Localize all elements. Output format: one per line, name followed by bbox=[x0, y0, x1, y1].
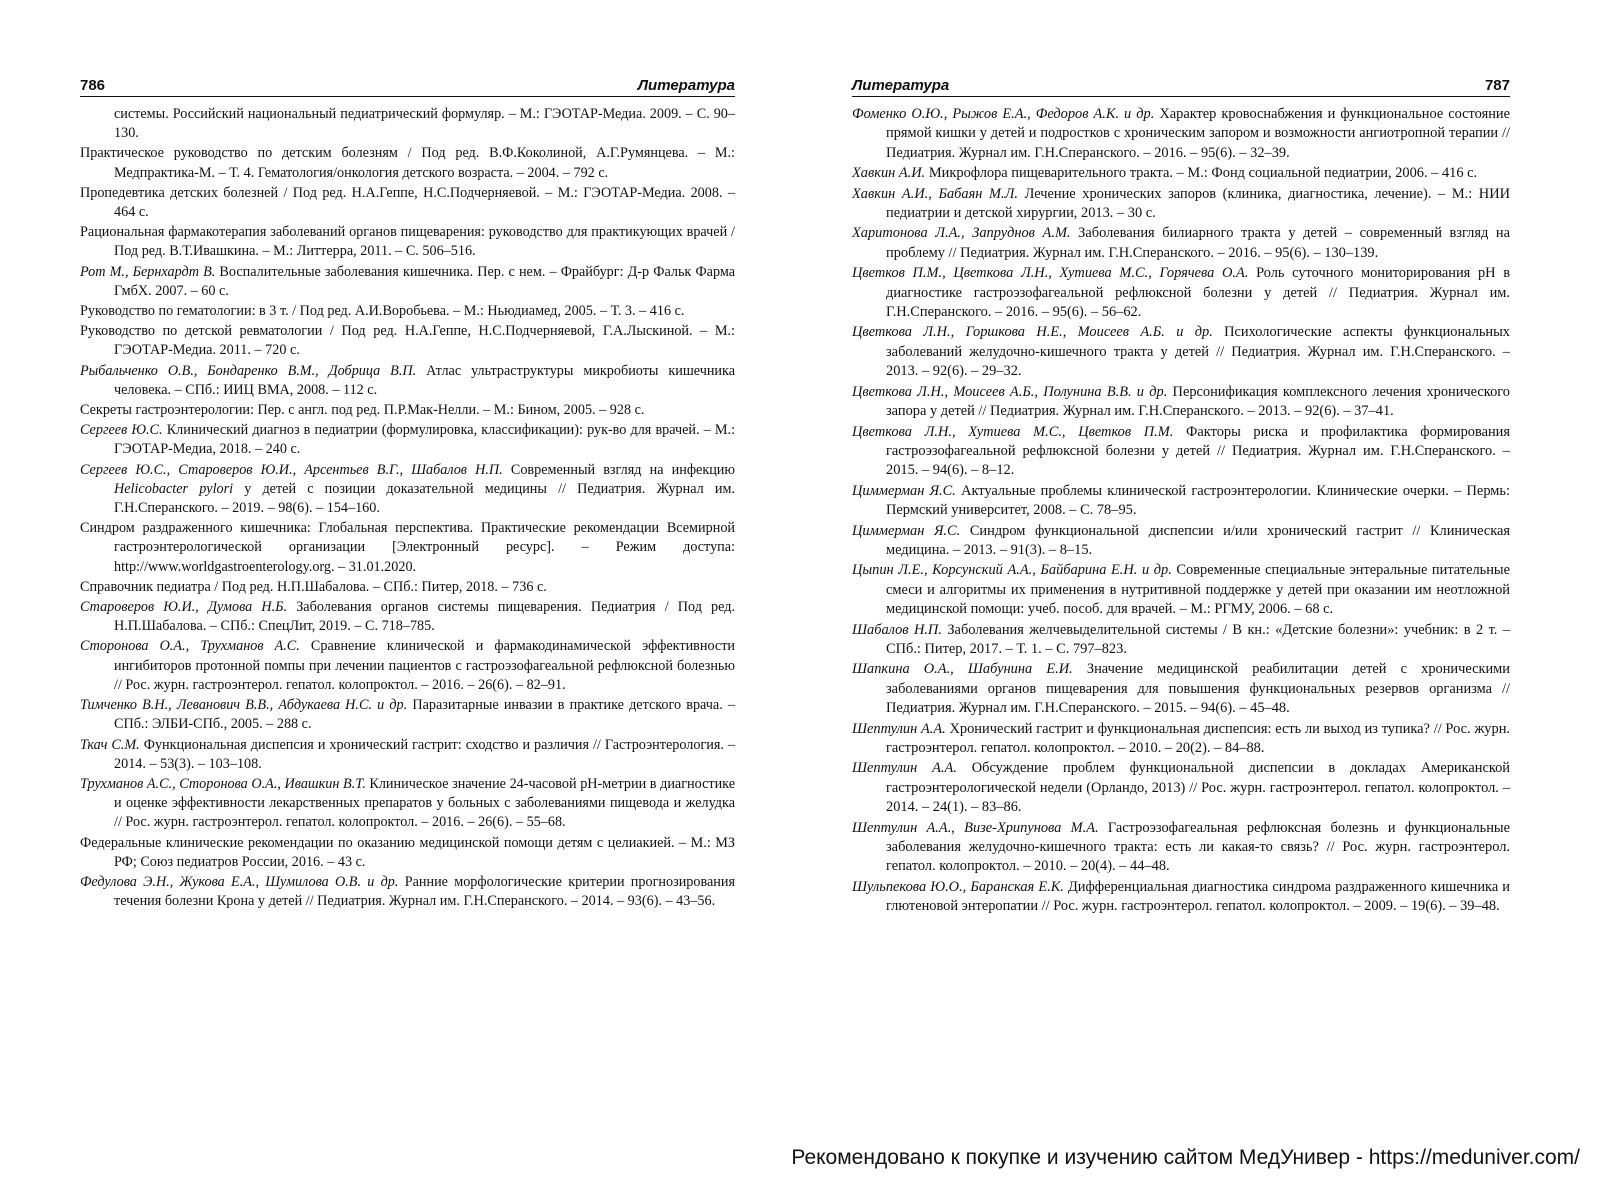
reference-entry bbox=[852, 720, 1510, 759]
reference-text: Справочник педиатра / Под ред. Н.П.Шабалова. – СПб.: Питер, 2018. – 736 с. bbox=[80, 578, 547, 595]
reference-authors: Шабалов Н.П. bbox=[852, 621, 942, 638]
right-page-header bbox=[852, 74, 1510, 97]
reference-text: Микрофлора пищеварительного тракта. – М.: Фонд социальной педиатрии, 2006. – 416 с. bbox=[928, 165, 1478, 182]
reference-entry bbox=[80, 461, 735, 519]
reference-authors: Сторонова О.А., Трухманов А.С. bbox=[80, 638, 300, 655]
reference-text: системы. Российский национальный педиатрический формуляр. – М.: ГЭОТАР-Медиа. 2009. – С. 90–130. bbox=[114, 106, 735, 142]
reference-text: Клинический диагноз в педиатрии (формулировка, классификации): рук-во для врачей. – М.: ГЭОТАР-Медиа, 2018. – 240 с. bbox=[114, 422, 736, 458]
left-page-header bbox=[80, 74, 735, 97]
reference-text: Персонификация комплексного лечения хронического запора у детей // Педиатрия. Журнал им. Г.Н.Сперанского. – 2013. – 92(6). – 37–41. bbox=[886, 383, 1510, 420]
reference-entry bbox=[80, 775, 735, 833]
reference-entry bbox=[80, 873, 735, 911]
reference-text: Хронический гастрит и функциональная диспепсия: есть ли выход из тупика? // Рос. журн. гастроэнтерол. гепатол. колопроктол. – 2010. – 20(2). – 84–88. bbox=[886, 720, 1510, 756]
reference-text: Лечение хронических запоров (клиника, диагностика, лечение). – М.: НИИ педиатрии и детской хирургии, 2013. – 30 с. bbox=[886, 185, 1510, 222]
reference-entry bbox=[80, 637, 735, 695]
reference-text: Практическое руководство по детским болезням / Под ред. В.Ф.Коколиной, А.Г.Румянцева. – М.: Медпрактика-М. – Т. 4. Гематология/онкология детского возраста. – 2004. – 792 с. bbox=[80, 145, 735, 181]
left-page-title: Литература bbox=[637, 77, 735, 94]
reference-text: Федеральные клинические рекомендации по оказанию медицинской помощи детям с целиакией. – М.: МЗ РФ; Союз педиатров России, 2016. – 43 с. bbox=[80, 834, 735, 870]
left-page-number: 786 bbox=[80, 77, 106, 94]
reference-text: Современный взгляд на инфекцию bbox=[510, 461, 735, 478]
reference-authors: Федулова Э.Н., Жукова Е.А., Шумилова О.В. и др. bbox=[80, 873, 399, 890]
reference-entry bbox=[80, 519, 735, 577]
reference-authors: Рыбальченко О.В., Бондаренко В.М., Добрица В.П. bbox=[80, 362, 417, 379]
reference-text: Паразитарные инвазии в практике детского врача. – СПб.: ЭЛБИ-СПб., 2005. – 288 с. bbox=[114, 697, 735, 733]
reference-entry bbox=[852, 185, 1510, 224]
reference-entry bbox=[852, 383, 1510, 422]
reference-entry bbox=[80, 736, 735, 774]
reference-authors: Сергеев Ю.С. bbox=[80, 422, 163, 439]
footer-recommendation: Рекомендовано к покупке и изучению сайтом МедУнивер - https://meduniver.com/ bbox=[791, 1146, 1580, 1169]
reference-text: Заболевания органов системы пищеварения. Педиатрия / Под ред. Н.П.Шабалова. – СПб.: СпецЛит, 2019. – С. 718–785. bbox=[114, 599, 736, 635]
reference-entry bbox=[80, 144, 735, 182]
reference-entry bbox=[80, 302, 735, 321]
reference-text: Дифференциальная диагностика синдрома раздраженного кишечника и глютеновой энтеропатии // Рос. журн. гастроэнтерол. гепатол. колопроктол. – 2009. – 19(6). – 39–48. bbox=[886, 878, 1510, 915]
right-page-number: 787 bbox=[1484, 77, 1510, 94]
reference-text: Сравнение клинической и фармакодинамической эффективности ингибиторов протонной помпы при лечении пациентов с гастроэзофагеальной рефлюксной болезнью // Рос. журн. гастроэнтерол. гепатол. колопроктол. – 2016. – 26(6). – 82–91. bbox=[114, 638, 736, 693]
reference-authors: Трухманов А.С., Сторонова О.А., Ивашкин В.Т. bbox=[80, 775, 366, 792]
reference-text: Актуальные проблемы клинической гастроэнтерологии. Клинические очерки. – Пермь: Пермский университет, 2008. – С. 78–95. bbox=[886, 482, 1510, 519]
reference-authors: Шептулин А.А., Визе-Хрипунова М.А. bbox=[852, 819, 1099, 836]
reference-entry bbox=[852, 423, 1510, 481]
reference-entry bbox=[852, 105, 1510, 163]
reference-authors: Ткач С.М. bbox=[80, 736, 140, 753]
reference-authors: Фоменко О.Ю., Рыжов Е.А., Федоров А.К. и др. bbox=[852, 106, 1155, 122]
reference-entry bbox=[852, 323, 1510, 381]
reference-authors: Рот М., Бернхардт В. bbox=[80, 263, 216, 280]
reference-text: Секреты гастроэнтерологии: Пер. с англ. под ред. П.Р.Мак-Нелли. – М.: Бином, 2005. – 928 с. bbox=[80, 402, 645, 419]
reference-authors: Староверов Ю.И., Думова Н.Б. bbox=[80, 599, 288, 616]
reference-entry bbox=[852, 224, 1510, 263]
reference-entry bbox=[852, 759, 1510, 817]
reference-entry bbox=[80, 184, 735, 222]
reference-entry bbox=[80, 322, 735, 360]
reference-entry bbox=[80, 263, 735, 301]
reference-authors: Шептулин А.А. bbox=[852, 720, 946, 737]
reference-latin-term: Helicobacter pylori bbox=[114, 480, 234, 497]
reference-authors: Шептулин А.А. bbox=[852, 760, 957, 777]
reference-authors: Шульпекова Ю.О., Баранская Е.К. bbox=[852, 878, 1064, 895]
reference-authors: Циммерман Я.С. bbox=[852, 522, 961, 539]
reference-text: Характер кровоснабжения и функциональное состояние прямой кишки у детей и подростков с хроническим запором и возможности ангиотропной терапии // Педиатрия. Журнал им. Г.Н.Сперанского. – 2016. – 95(6). – 32–39. bbox=[886, 106, 1510, 161]
reference-entry bbox=[80, 421, 735, 459]
reference-text: Факторы риска и профилактика формирования гастроэзофагеальной рефлюксной болезни у детей // Педиатрия. Журнал им. Г.Н.Сперанского. – 2015. – 94(6). – 8–12. bbox=[886, 423, 1510, 479]
reference-entry bbox=[852, 264, 1510, 322]
reference-entry bbox=[80, 598, 735, 636]
reference-text: Значение медицинской реабилитации детей с хроническими заболеваниями органов пищеварения для повышения функциональных резервов организма // Педиатрия. Журнал им. Г.Н.Сперанского. – 2015. – 94(6). – 45–48. bbox=[886, 661, 1510, 717]
reference-entry bbox=[80, 834, 735, 872]
reference-text-continued: у детей с позиции доказательной медицины // Педиатрия. Журнал им. Г.Н.Сперанского. – 2019. – 98(6). – 154–160. bbox=[114, 480, 736, 517]
reference-entry bbox=[80, 362, 735, 400]
reference-entry bbox=[852, 819, 1510, 877]
reference-text: Функциональная диспепсия и хронический гастрит: сходство и различия // Гастроэнтерология. – 2014. – 53(3). – 103–108. bbox=[114, 736, 736, 772]
reference-text: Пропедевтика детских болезней / Под ред. Н.А.Геппе, Н.С.Подчерняевой. – М.: ГЭОТАР-Медиа. 2008. – 464 с. bbox=[80, 184, 735, 221]
reference-text: Заболевания билиарного тракта у детей – современный взгляд на проблему // Педиатрия. Журнал им. Г.Н.Сперанского. – 2016. – 95(6). – 130–139. bbox=[886, 225, 1510, 261]
reference-entry bbox=[80, 401, 735, 420]
reference-entry bbox=[80, 105, 735, 143]
reference-authors: Хавкин А.И. bbox=[852, 165, 926, 182]
reference-text: Заболевания желчевыделительной системы / В кн.: «Детские болезни»: учебник: в 2 т. – СПб.: Питер, 2017. – Т. 1. – С. 797–823. bbox=[886, 621, 1510, 657]
reference-authors: Цыпин Л.Е., Корсунский А.А., Байбарина Е.Н. и др. bbox=[852, 562, 1172, 579]
reference-authors: Циммерман Я.С. bbox=[852, 482, 956, 499]
reference-text: Психологические аспекты функциональных заболеваний желудочно-кишечного тракта у детей // Педиатрия. Журнал им. Г.Н.Сперанского. – 2013. – 92(6). – 29–32. bbox=[886, 324, 1511, 380]
reference-entry bbox=[852, 660, 1510, 718]
reference-text: Ранние морфологические критерии прогнозирования течения болезни Крона у детей // Педиатрия. Журнал им. Г.Н.Сперанского. – 2014. – 93(6). – 43–56. bbox=[114, 873, 735, 910]
right-page bbox=[852, 74, 1510, 918]
right-reference-list bbox=[852, 105, 1510, 917]
reference-entry bbox=[852, 561, 1510, 619]
reference-text: Клиническое значение 24-часовой рН-метрии в диагностике и оценке эффективности лекарственных препаратов у больных с заболеваниями пищевода и желудка // Рос. журн. гастроэнтерол. гепатол. колопроктол. – 2016. – 26(6). – 55–68. bbox=[114, 775, 735, 831]
reference-entry bbox=[80, 578, 735, 597]
reference-entry bbox=[852, 878, 1510, 917]
reference-text: Атлас ультраструктуры микробиоты кишечника человека. – СПб.: ИИЦ ВМА, 2008. – 112 с. bbox=[114, 362, 735, 398]
reference-authors: Хавкин А.И., Бабаян М.Л. bbox=[852, 185, 1018, 202]
reference-text: Руководство по детской ревматологии / Под ред. Н.А.Геппе, Н.С.Подчерняевой, Г.А.Лыскиной. – М.: ГЭОТАР-Медиа. 2011. – 720 с. bbox=[80, 323, 735, 359]
reference-entry bbox=[852, 164, 1510, 183]
reference-text: Гастроэзофагеальная рефлюксная болезнь и функциональные заболевания желудочно-кишечного тракта: есть ли какая-то связь? // Рос. журн. гастроэнтерол. гепатол. колопроктол. – 2010. – 20(4). – 44–48. bbox=[886, 819, 1510, 875]
reference-authors: Шапкина О.А., Шабунина Е.И. bbox=[852, 661, 1073, 678]
reference-authors: Сергеев Ю.С., Староверов Ю.И., Арсентьев В.Г., Шабалов Н.П. bbox=[80, 461, 503, 478]
reference-authors: Цветкова Л.Н., Горшкова Н.Е., Моисеев А.Б. и др. bbox=[852, 324, 1213, 341]
reference-authors: Цветкова Л.Н., Моисеев А.Б., Полунина В.В. и др. bbox=[852, 383, 1168, 400]
reference-text: Современные специальные энтеральные питательные смеси и алгоритмы их применения в нутритивной поддержке у детей при оказании им неотложной медицинской помощи: учеб. пособ. для врачей. – М.: РГМУ, 2006. – 68 с. bbox=[886, 562, 1510, 618]
left-page bbox=[80, 74, 735, 912]
reference-entry bbox=[852, 482, 1510, 521]
right-page-title: Литература bbox=[852, 77, 950, 94]
reference-entry bbox=[852, 522, 1510, 561]
reference-text: Рациональная фармакотерапия заболеваний органов пищеварения: руководство для практикующих врачей / Под ред. В.Т.Ивашкина. – М.: Литтерра, 2011. – С. 506–516. bbox=[80, 224, 735, 260]
reference-text: Обсуждение проблем функциональной диспепсии в докладах Американской гастроэнтерологической недели (Орландо, 2013) // Рос. журн. гастроэнтерол. гепатол. колопроктол. – 2014. – 24(1). – 83–86. bbox=[886, 760, 1511, 816]
left-reference-list bbox=[80, 105, 735, 911]
reference-text: Роль суточного мониторирования рН в диагностике гастроэзофагеальной рефлюксной болезни у детей // Педиатрия. Журнал им. Г.Н.Сперанского. – 2016. – 95(6). – 56–62. bbox=[886, 265, 1510, 321]
reference-authors: Цветкова Л.Н., Хутиева М.С., Цветков П.М. bbox=[852, 423, 1174, 440]
reference-text: Синдром раздраженного кишечника: Глобальная перспектива. Практические рекомендации Всемирной гастроэнтерологической организации [Электронный ресурс]. – Режим доступа: http://www.worldgastroenterology.org. – 31.01.2020. bbox=[80, 520, 735, 575]
reference-entry bbox=[80, 696, 735, 734]
reference-entry bbox=[80, 223, 735, 261]
reference-authors: Цветков П.М., Цветкова Л.Н., Хутиева М.С., Горячева О.А. bbox=[852, 265, 1249, 282]
reference-entry bbox=[852, 621, 1510, 660]
reference-authors: Харитонова Л.А., Запруднов А.М. bbox=[852, 225, 1071, 242]
reference-text: Синдром функциональной диспепсии и/или хронический гастрит // Клиническая медицина. – 2013. – 91(3). – 8–15. bbox=[886, 522, 1510, 558]
reference-text: Воспалительные заболевания кишечника. Пер. с нем. – Фрайбург: Д-р Фальк Фарма ГмбХ. 2007. – 60 с. bbox=[114, 263, 736, 299]
reference-text: Руководство по гематологии: в 3 т. / Под ред. А.И.Воробьева. – М.: Ньюдиамед, 2005. – Т. 3. – 416 с. bbox=[80, 303, 685, 320]
reference-authors: Тимченко В.Н., Леванович В.В., Абдукаева Н.С. и др. bbox=[80, 697, 408, 714]
